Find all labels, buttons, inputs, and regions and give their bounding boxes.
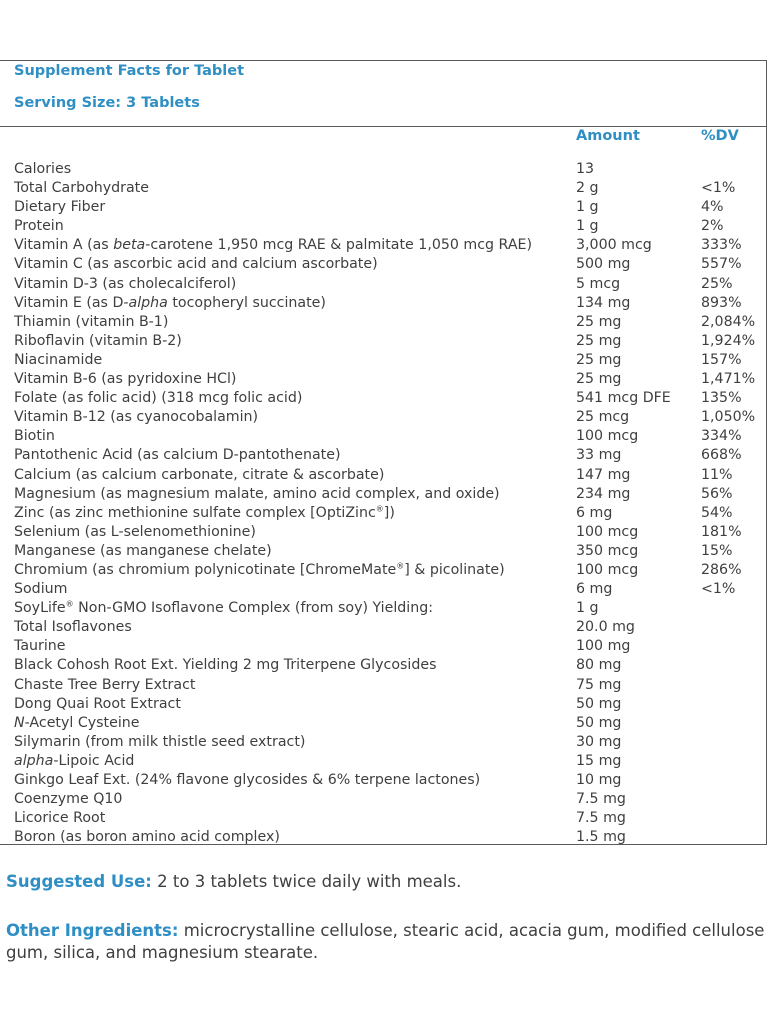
nutrient-name: Vitamin E (as D-alpha tocopheryl succinate) bbox=[14, 294, 326, 311]
nutrient-name: Vitamin C (as ascorbic acid and calcium ascorbate) bbox=[14, 256, 378, 273]
table-row bbox=[0, 752, 766, 771]
nutrient-amount: 350 mcg bbox=[576, 542, 639, 559]
table-row bbox=[0, 255, 766, 274]
nutrient-name: Pantothenic Acid (as calcium D-pantothenate) bbox=[14, 447, 341, 464]
nutrient-dv: 1,471% bbox=[701, 371, 756, 388]
supplement-facts-panel bbox=[0, 60, 767, 845]
table-row bbox=[0, 618, 766, 637]
suggested-use-label: Suggested Use: bbox=[6, 872, 152, 891]
nutrient-amount: 5 mcg bbox=[576, 275, 621, 292]
table-row bbox=[0, 580, 766, 599]
nutrient-amount: 30 mg bbox=[576, 733, 622, 750]
nutrient-name: Manganese (as manganese chelate) bbox=[14, 542, 272, 559]
nutrient-name: Ginkgo Leaf Ext. (24% flavone glycosides & 6% terpene lactones) bbox=[14, 772, 481, 788]
nutrient-amount: 100 mcg bbox=[576, 561, 639, 578]
nutrient-amount: 6 mg bbox=[576, 504, 613, 521]
table-row bbox=[0, 466, 766, 485]
table-row bbox=[0, 656, 766, 675]
nutrient-amount: 7.5 mg bbox=[576, 791, 626, 808]
nutrient-name: Thiamin (vitamin B-1) bbox=[14, 313, 169, 330]
nutrient-amount: 6 mg bbox=[576, 581, 613, 598]
nutrient-name: Silymarin (from milk thistle seed extract) bbox=[14, 733, 306, 750]
table-row bbox=[0, 217, 766, 236]
nutrient-name: Calcium (as calcium carbonate, citrate & ascorbate) bbox=[14, 466, 385, 483]
nutrient-name: Coenzyme Q10 bbox=[14, 791, 123, 808]
nutrient-amount: 25 mg bbox=[576, 313, 622, 330]
nutrient-dv: 893% bbox=[701, 294, 742, 311]
nutrient-dv: 157% bbox=[701, 351, 742, 368]
nutrient-name: alpha-Lipoic Acid bbox=[14, 752, 135, 769]
nutrient-name: Boron (as boron amino acid complex) bbox=[14, 829, 280, 846]
nutrient-dv: 1,050% bbox=[701, 409, 756, 426]
nutrient-amount: 134 mg bbox=[576, 294, 631, 311]
nutrient-name: Calories bbox=[14, 161, 72, 177]
nutrient-dv: 56% bbox=[701, 485, 733, 502]
table-row bbox=[0, 599, 766, 618]
nutrient-name: Vitamin B-12 (as cyanocobalamin) bbox=[14, 409, 259, 426]
nutrient-name: Selenium (as L-selenomethionine) bbox=[14, 523, 256, 540]
nutrient-dv: 334% bbox=[701, 428, 742, 445]
nutrient-name: Magnesium (as magnesium malate, amino acid complex, and oxide) bbox=[14, 485, 500, 502]
serving-size: Serving Size: 3 Tablets bbox=[14, 95, 200, 111]
nutrient-amount: 1 g bbox=[576, 600, 599, 617]
table-row bbox=[0, 389, 766, 408]
nutrient-dv: 4% bbox=[701, 199, 724, 216]
nutrient-dv: 557% bbox=[701, 256, 742, 273]
nutrient-name: Niacinamide bbox=[14, 351, 103, 368]
table-row bbox=[0, 771, 766, 790]
nutrient-amount: 1 g bbox=[576, 199, 599, 216]
nutrient-amount: 100 mg bbox=[576, 638, 631, 655]
other-ingredients bbox=[6, 920, 768, 964]
nutrient-name: Chromium (as chromium polynicotinate [ChromeMate®] & picolinate) bbox=[14, 561, 505, 578]
table-row bbox=[0, 294, 766, 313]
nutrient-dv: 181% bbox=[701, 523, 742, 540]
table-row bbox=[0, 446, 766, 465]
nutrient-amount: 2 g bbox=[576, 180, 599, 197]
table-row bbox=[0, 523, 766, 542]
nutrient-name: Licorice Root bbox=[14, 810, 106, 827]
other-ingredients-label: Other Ingredients: bbox=[6, 921, 179, 940]
nutrient-dv: 1,924% bbox=[701, 332, 756, 349]
nutrient-name: Dong Quai Root Extract bbox=[14, 695, 181, 712]
nutrient-name: Folate (as folic acid) (318 mcg folic acid) bbox=[14, 390, 303, 407]
dv-column-header: %DV bbox=[701, 128, 739, 144]
nutrient-dv: 11% bbox=[701, 466, 733, 483]
nutrient-name: Taurine bbox=[14, 638, 66, 655]
nutrient-amount: 50 mg bbox=[576, 714, 622, 731]
table-row bbox=[0, 790, 766, 809]
nutrient-dv: 54% bbox=[701, 504, 733, 521]
nutrient-name: Dietary Fiber bbox=[14, 199, 106, 216]
table-row bbox=[0, 160, 766, 179]
suggested-use-text: 2 to 3 tablets twice daily with meals. bbox=[151, 872, 462, 891]
table-row bbox=[0, 714, 766, 733]
nutrient-amount: 7.5 mg bbox=[576, 810, 626, 827]
nutrient-amount: 1 g bbox=[576, 218, 599, 235]
nutrient-dv: <1% bbox=[701, 180, 736, 197]
nutrient-name: Vitamin A (as beta-carotene 1,950 mcg RAE & palmitate 1,050 mcg RAE) bbox=[14, 237, 533, 254]
nutrient-table bbox=[0, 160, 766, 847]
nutrient-name: Black Cohosh Root Ext. Yielding 2 mg Triterpene Glycosides bbox=[14, 657, 437, 674]
table-row bbox=[0, 561, 766, 580]
nutrient-amount: 13 bbox=[576, 161, 595, 177]
nutrient-amount: 1.5 mg bbox=[576, 829, 626, 846]
nutrient-amount: 75 mg bbox=[576, 676, 622, 693]
nutrient-dv: 668% bbox=[701, 447, 742, 464]
nutrient-amount: 80 mg bbox=[576, 657, 622, 674]
nutrient-amount: 25 mg bbox=[576, 351, 622, 368]
table-row bbox=[0, 332, 766, 351]
table-row bbox=[0, 809, 766, 828]
table-row bbox=[0, 427, 766, 446]
nutrient-amount: 100 mcg bbox=[576, 428, 639, 445]
table-row bbox=[0, 275, 766, 294]
nutrient-amount: 15 mg bbox=[576, 752, 622, 769]
facts-title: Supplement Facts for Tablet bbox=[14, 63, 245, 79]
nutrient-dv: 2% bbox=[701, 218, 724, 235]
nutrient-dv: 135% bbox=[701, 390, 742, 407]
nutrient-name: N-Acetyl Cysteine bbox=[14, 714, 140, 731]
nutrient-amount: 10 mg bbox=[576, 772, 622, 788]
suggested-use bbox=[6, 872, 461, 891]
nutrient-dv: 333% bbox=[701, 237, 742, 254]
nutrient-amount: 541 mcg DFE bbox=[576, 390, 671, 407]
nutrient-amount: 100 mcg bbox=[576, 523, 639, 540]
table-row bbox=[0, 828, 766, 847]
nutrient-name: Biotin bbox=[14, 428, 55, 445]
nutrient-amount: 234 mg bbox=[576, 485, 631, 502]
table-row bbox=[0, 504, 766, 523]
nutrient-name: Sodium bbox=[14, 581, 68, 598]
table-row bbox=[0, 236, 766, 255]
table-row bbox=[0, 351, 766, 370]
nutrient-name: Total Isoflavones bbox=[14, 619, 132, 636]
amount-column-header: Amount bbox=[576, 128, 640, 144]
nutrient-name: Protein bbox=[14, 218, 64, 235]
nutrient-amount: 500 mg bbox=[576, 256, 631, 273]
table-row bbox=[0, 179, 766, 198]
table-row bbox=[0, 637, 766, 656]
nutrient-dv: <1% bbox=[701, 581, 736, 598]
table-row bbox=[0, 313, 766, 332]
table-row bbox=[0, 676, 766, 695]
nutrient-name: Total Carbohydrate bbox=[14, 180, 149, 197]
nutrient-dv: 25% bbox=[701, 275, 733, 292]
nutrient-amount: 50 mg bbox=[576, 695, 622, 712]
nutrient-amount: 20.0 mg bbox=[576, 619, 635, 636]
nutrient-dv: 286% bbox=[701, 561, 742, 578]
other-ingredients-text: microcrystalline cellulose, stearic acid, acacia gum, modified cellulose gum, silica, and magnesium stearate. bbox=[6, 921, 765, 962]
nutrient-amount: 3,000 mcg bbox=[576, 237, 652, 254]
table-row bbox=[0, 198, 766, 217]
nutrient-name: Vitamin B-6 (as pyridoxine HCl) bbox=[14, 371, 237, 388]
nutrient-name: SoyLife® Non-GMO Isoflavone Complex (from soy) Yielding: bbox=[14, 599, 434, 617]
facts-header bbox=[0, 61, 766, 127]
table-row bbox=[0, 733, 766, 752]
nutrient-amount: 25 mg bbox=[576, 332, 622, 349]
table-row bbox=[0, 408, 766, 427]
table-row bbox=[0, 695, 766, 714]
nutrient-amount: 25 mcg bbox=[576, 409, 630, 426]
table-row bbox=[0, 370, 766, 389]
nutrient-amount: 25 mg bbox=[576, 371, 622, 388]
nutrient-name: Zinc (as zinc methionine sulfate complex [OptiZinc®]) bbox=[14, 503, 395, 521]
nutrient-name: Chaste Tree Berry Extract bbox=[14, 676, 196, 693]
nutrient-dv: 15% bbox=[701, 542, 733, 559]
table-row bbox=[0, 542, 766, 561]
nutrient-amount: 147 mg bbox=[576, 466, 631, 483]
nutrient-dv: 2,084% bbox=[701, 313, 756, 330]
nutrient-name: Riboflavin (vitamin B-2) bbox=[14, 332, 182, 349]
nutrient-name: Vitamin D-3 (as cholecalciferol) bbox=[14, 275, 237, 292]
table-row bbox=[0, 485, 766, 504]
nutrient-amount: 33 mg bbox=[576, 447, 622, 464]
